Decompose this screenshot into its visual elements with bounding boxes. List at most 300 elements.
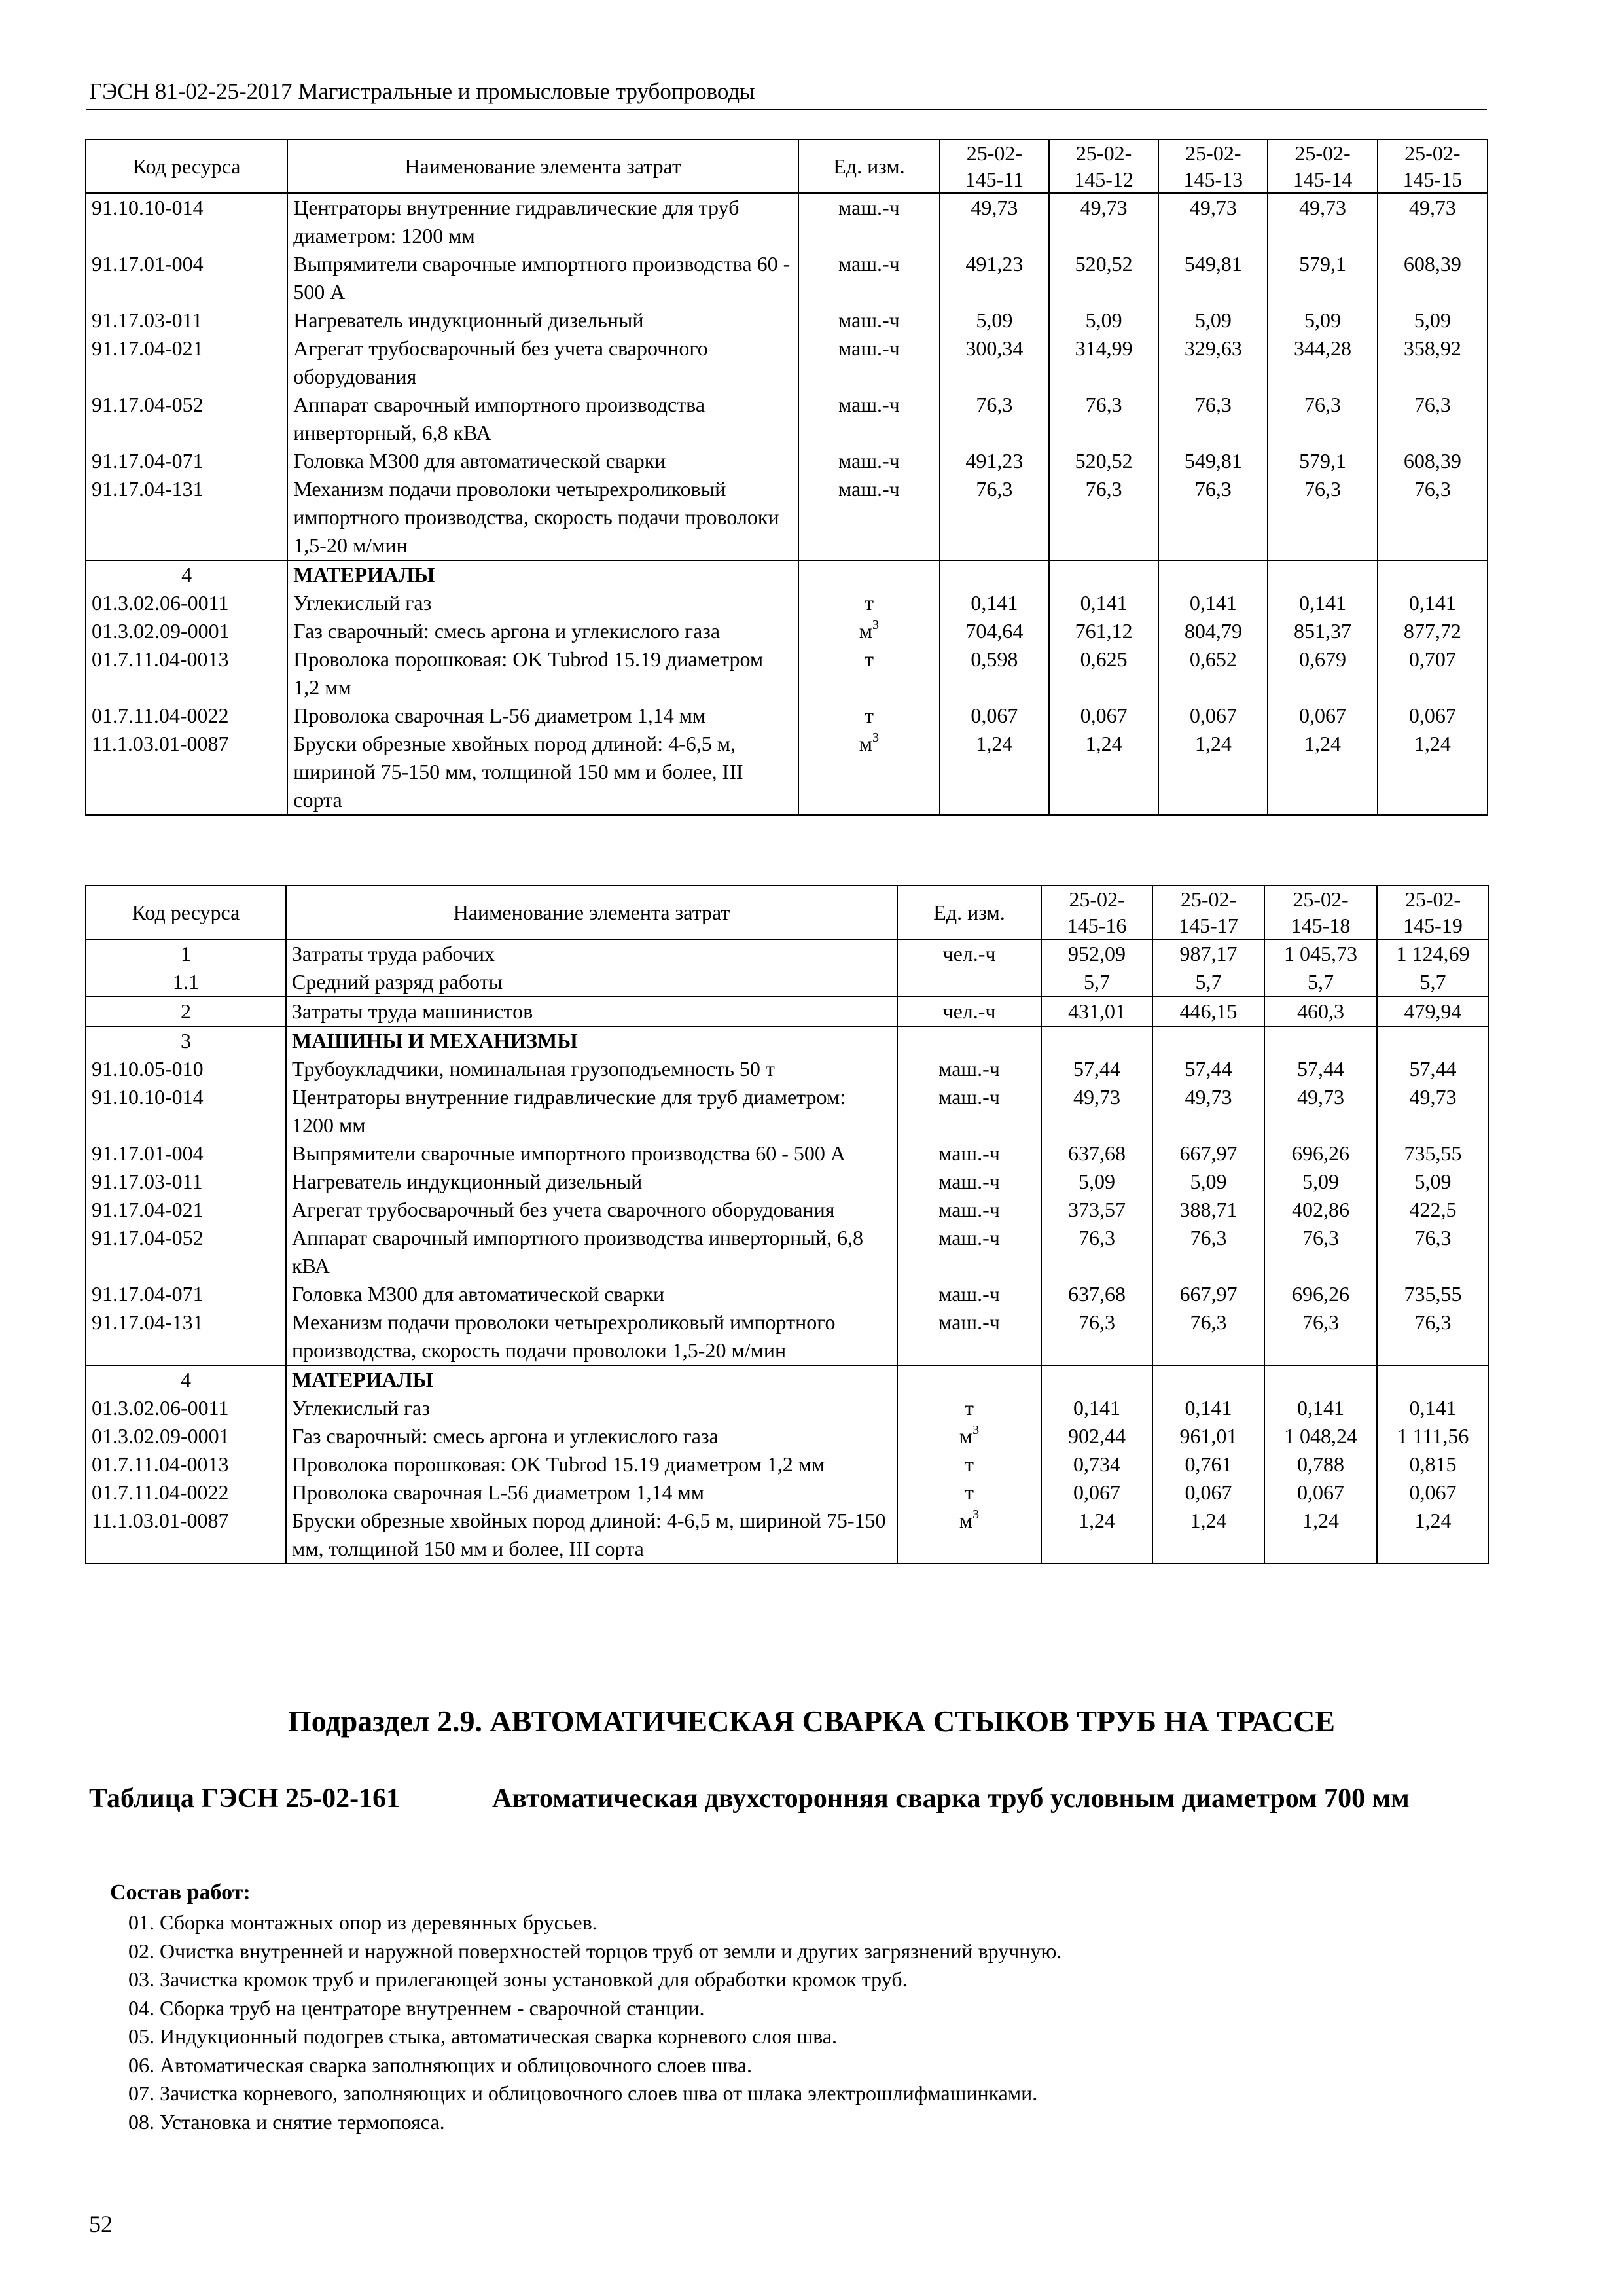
col-header-code-number: 25-02- 145-14 (1268, 139, 1377, 193)
resource-unit (798, 645, 940, 702)
table-row (86, 939, 1489, 968)
resource-code: 3 (86, 1026, 286, 1055)
resource-value: 0,625 (1049, 645, 1158, 702)
resource-code: 91.17.04-052 (86, 1224, 286, 1280)
resource-unit (798, 334, 940, 391)
resource-code: 91.17.04-021 (86, 1196, 286, 1224)
unit-label: маш.-ч (938, 1310, 1000, 1334)
resource-value: 1 045,73 (1264, 939, 1377, 968)
resource-value: 1,24 (1049, 730, 1158, 815)
resource-value: 608,39 (1378, 250, 1488, 306)
resource-name: Проволока сварочная L-56 диаметром 1,14 мм (286, 1479, 897, 1507)
col-header-code: Код ресурса (86, 139, 287, 193)
resource-name: Аппарат сварочный импортного производства инверторный, 6,8 кВА (287, 391, 798, 447)
resource-code: 11.1.03.01-0087 (86, 730, 287, 815)
resource-value: 76,3 (1041, 1308, 1152, 1365)
unit-label: маш.-ч (938, 1226, 1000, 1249)
resource-value: 608,39 (1378, 447, 1488, 475)
resource-name: Аппарат сварочный импортного производства инверторный, 6,8 кВА (286, 1224, 897, 1280)
table-row (86, 1394, 1489, 1422)
resource-value: 0,598 (940, 645, 1049, 702)
unit-label: маш.-ч (938, 1085, 1000, 1109)
resource-value: 76,3 (1268, 475, 1377, 560)
resource-code: 91.10.10-014 (86, 193, 287, 250)
unit-label: маш.-ч (838, 449, 900, 473)
resource-value: 0,707 (1378, 645, 1488, 702)
resource-unit (798, 730, 940, 815)
resource-value: 491,23 (940, 447, 1049, 475)
resource-name: Средний разряд работы (286, 968, 897, 997)
resource-value: 314,99 (1049, 334, 1158, 391)
resource-code: 01.7.11.04-0022 (86, 1479, 286, 1507)
unit-label: маш.-ч (938, 1282, 1000, 1306)
resource-name: Выпрямители сварочные импортного производства 60 - 500 А (286, 1139, 897, 1168)
resource-code: 91.17.04-052 (86, 391, 287, 447)
resource-value: 5,7 (1264, 968, 1377, 997)
resource-value: 1 111,56 (1377, 1422, 1489, 1450)
resource-name: Механизм подачи проволоки четырехроликовый импортного производства, скорость подачи проволоки 1,5-20 м/мин (286, 1308, 897, 1365)
resource-code: 91.17.01-004 (86, 250, 287, 306)
table-row (86, 193, 1488, 250)
resource-unit (897, 968, 1041, 997)
col-header-code: Код ресурса (86, 886, 286, 939)
table-row (86, 730, 1488, 815)
unit-label: маш.-ч (838, 336, 900, 360)
resource-value (940, 560, 1049, 589)
resource-value: 667,97 (1152, 1280, 1264, 1308)
resource-value: 446,15 (1152, 997, 1264, 1026)
unit-superscript: 3 (872, 730, 880, 745)
work-item: 06. Автоматическая сварка заполняющих и облицовочного слоев шва. (128, 2053, 752, 2077)
resource-value: 761,12 (1049, 617, 1158, 645)
work-composition-list (128, 1909, 1061, 2136)
table-header-row (86, 139, 1488, 193)
resource-value: 76,3 (1264, 1224, 1377, 1280)
resource-value: 1 048,24 (1264, 1422, 1377, 1450)
resource-value: 0,788 (1264, 1450, 1377, 1479)
resource-value: 49,73 (1041, 1083, 1152, 1139)
resource-value: 329,63 (1158, 334, 1268, 391)
resource-value: 388,71 (1152, 1196, 1264, 1224)
col-header-name: Наименование элемента затрат (286, 886, 897, 939)
resource-name: Затраты труда машинистов (286, 997, 897, 1026)
col-header-unit: Ед. изм. (897, 886, 1041, 939)
resource-unit (897, 997, 1041, 1026)
resource-value: 76,3 (1264, 1308, 1377, 1365)
table-row (86, 1450, 1489, 1479)
resource-value: 5,09 (1268, 306, 1377, 334)
unit-superscript: 3 (872, 618, 880, 632)
resource-value: 76,3 (940, 391, 1049, 447)
resource-unit (897, 1365, 1041, 1394)
resource-value: 5,09 (1152, 1168, 1264, 1196)
resource-value: 0,067 (1049, 702, 1158, 730)
resource-value: 5,09 (1377, 1168, 1489, 1196)
resource-name: Проволока сварочная L-56 диаметром 1,14 мм (287, 702, 798, 730)
resource-value: 76,3 (1378, 475, 1488, 560)
resource-value: 0,067 (940, 702, 1049, 730)
resource-value: 344,28 (1268, 334, 1377, 391)
resource-value: 637,68 (1041, 1280, 1152, 1308)
resource-value (1377, 1026, 1489, 1055)
resource-value: 49,73 (1264, 1083, 1377, 1139)
resource-value: 5,7 (1041, 968, 1152, 997)
unit-label: маш.-ч (938, 1141, 1000, 1165)
resource-name: Проволока порошковая: OK Tubrod 15.19 диаметром 1,2 мм (286, 1450, 897, 1479)
resource-value (1268, 560, 1377, 589)
resource-name: Механизм подачи проволоки четырехроликовый импортного производства, скорость подачи проволоки 1,5-20 м/мин (287, 475, 798, 560)
resource-value: 902,44 (1041, 1422, 1152, 1450)
resource-code: 91.17.04-021 (86, 334, 287, 391)
unit-label: маш.-ч (838, 196, 900, 219)
resource-name: Выпрямители сварочные импортного производства 60 - 500 А (287, 250, 798, 306)
resource-unit (897, 1308, 1041, 1365)
resource-code: 01.3.02.06-0011 (86, 1394, 286, 1422)
resource-code: 01.7.11.04-0013 (86, 1450, 286, 1479)
resource-value: 1 124,69 (1377, 939, 1489, 968)
resource-value: 0,652 (1158, 645, 1268, 702)
resource-code: 91.17.04-071 (86, 1280, 286, 1308)
table-row (86, 334, 1488, 391)
resource-value: 0,141 (1377, 1394, 1489, 1422)
table-row (86, 1055, 1489, 1083)
resource-value: 0,141 (1264, 1394, 1377, 1422)
table-row (86, 1422, 1489, 1450)
resource-value: 57,44 (1152, 1055, 1264, 1083)
resource-value: 1,24 (1041, 1507, 1152, 1564)
resource-unit (798, 306, 940, 334)
resource-unit (897, 1083, 1041, 1139)
resource-value: 5,09 (1158, 306, 1268, 334)
resource-value: 402,86 (1264, 1196, 1377, 1224)
resource-unit (897, 1055, 1041, 1083)
resource-value: 851,37 (1268, 617, 1377, 645)
resource-value: 579,1 (1268, 447, 1377, 475)
work-composition-title: Состав работ: (110, 1880, 251, 1905)
table-row (86, 1026, 1489, 1055)
resource-code: 91.17.03-011 (86, 306, 287, 334)
resource-value: 696,26 (1264, 1280, 1377, 1308)
resource-value (1049, 560, 1158, 589)
resource-name: Центраторы внутренние гидравлические для труб диаметром: 1200 мм (286, 1083, 897, 1139)
resource-value: 76,3 (1378, 391, 1488, 447)
resource-value: 0,067 (1041, 1479, 1152, 1507)
resource-name: Центраторы внутренние гидравлические для труб диаметром: 1200 мм (287, 193, 798, 250)
col-header-code-number: 25-02- 145-16 (1041, 886, 1152, 939)
resource-name: Нагреватель индукционный дизельный (287, 306, 798, 334)
table-row (86, 1224, 1489, 1280)
resource-value: 5,09 (1041, 1168, 1152, 1196)
unit-label: т (864, 704, 874, 727)
unit-label: м (959, 1424, 973, 1448)
unit-label: маш.-ч (938, 1057, 1000, 1081)
resource-value: 0,067 (1264, 1479, 1377, 1507)
table-row (86, 1479, 1489, 1507)
resource-value (1158, 560, 1268, 589)
resource-value: 49,73 (1377, 1083, 1489, 1139)
resource-unit (897, 1168, 1041, 1196)
unit-superscript: 3 (972, 1423, 980, 1437)
resource-value: 1,24 (940, 730, 1049, 815)
resource-unit (897, 1507, 1041, 1564)
resource-code: 91.17.04-131 (86, 1308, 286, 1365)
resource-name: Газ сварочный: смесь аргона и углекислого газа (287, 617, 798, 645)
resource-code: 11.1.03.01-0087 (86, 1507, 286, 1564)
resource-value: 637,68 (1041, 1139, 1152, 1168)
resource-value: 49,73 (940, 193, 1049, 250)
resource-name: Газ сварочный: смесь аргона и углекислого газа (286, 1422, 897, 1450)
header-rule (86, 109, 1487, 110)
work-item: 01. Сборка монтажных опор из деревянных брусьев. (128, 1910, 597, 1934)
resource-value (1041, 1365, 1152, 1394)
resource-code: 4 (86, 560, 287, 589)
resource-unit (798, 617, 940, 645)
resource-code: 2 (86, 997, 286, 1026)
resource-value: 735,55 (1377, 1280, 1489, 1308)
resource-value: 76,3 (1152, 1308, 1264, 1365)
resource-value (1152, 1026, 1264, 1055)
work-item: 04. Сборка труб на центраторе внутреннем - сварочной станции. (128, 1996, 705, 2020)
table-row (86, 447, 1488, 475)
resource-code: 91.17.03-011 (86, 1168, 286, 1196)
table-row (86, 1280, 1489, 1308)
resource-value: 479,94 (1377, 997, 1489, 1026)
resource-name: МАШИНЫ И МЕХАНИЗМЫ (286, 1026, 897, 1055)
resource-value: 549,81 (1158, 250, 1268, 306)
resource-value: 373,57 (1041, 1196, 1152, 1224)
resource-value: 76,3 (940, 475, 1049, 560)
resource-code: 91.17.01-004 (86, 1139, 286, 1168)
table-row (86, 250, 1488, 306)
resource-name: Головка M300 для автоматической сварки (287, 447, 798, 475)
table-header-row (86, 886, 1489, 939)
resource-code: 91.17.04-071 (86, 447, 287, 475)
table-row (86, 645, 1488, 702)
unit-label: т (864, 591, 874, 615)
table-row (86, 702, 1488, 730)
resource-value: 549,81 (1158, 447, 1268, 475)
unit-label: т (864, 647, 874, 671)
table-row (86, 1365, 1489, 1394)
resource-value: 76,3 (1268, 391, 1377, 447)
unit-label: т (965, 1396, 974, 1420)
resource-value: 1,24 (1378, 730, 1488, 815)
resource-value: 696,26 (1264, 1139, 1377, 1168)
col-header-code-number: 25-02- 145-18 (1264, 886, 1377, 939)
resource-value: 300,34 (940, 334, 1049, 391)
resource-value: 1,24 (1152, 1507, 1264, 1564)
resource-value: 877,72 (1378, 617, 1488, 645)
resource-name: Бруски обрезные хвойных пород длиной: 4-6,5 м, шириной 75-150 мм, толщиной 150 мм и более, III сорта (286, 1507, 897, 1564)
work-item: 03. Зачистка кромок труб и прилегающей зоны установкой для обработки кромок труб. (128, 1967, 908, 1991)
unit-label: чел.-ч (942, 942, 996, 965)
resource-value: 76,3 (1377, 1224, 1489, 1280)
table-row (86, 560, 1488, 589)
resource-value: 49,73 (1268, 193, 1377, 250)
resource-name: Головка M300 для автоматической сварки (286, 1280, 897, 1308)
resource-value: 422,5 (1377, 1196, 1489, 1224)
resource-value: 76,3 (1158, 475, 1268, 560)
resource-name: Затраты труда рабочих (286, 939, 897, 968)
resource-value: 76,3 (1158, 391, 1268, 447)
resource-name: Нагреватель индукционный дизельный (286, 1168, 897, 1196)
resource-table-145-16-19 (85, 885, 1489, 1564)
resource-value: 579,1 (1268, 250, 1377, 306)
table-row (86, 306, 1488, 334)
table-description: Автоматическая двухсторонняя сварка труб условным диаметром 700 мм (492, 1784, 1410, 1814)
col-header-code-number: 25-02- 145-11 (940, 139, 1049, 193)
resource-name: Углекислый газ (286, 1394, 897, 1422)
resource-name: Трубоукладчики, номинальная грузоподъемность 50 т (286, 1055, 897, 1083)
unit-label: т (965, 1452, 974, 1476)
resource-value: 460,3 (1264, 997, 1377, 1026)
work-item: 07. Зачистка корневого, заполняющих и облицовочного слоев шва от шлака электрошлифмашинками. (128, 2081, 1038, 2105)
resource-unit (897, 1280, 1041, 1308)
unit-label: маш.-ч (938, 1170, 1000, 1193)
unit-label: маш.-ч (838, 308, 900, 332)
col-header-name: Наименование элемента затрат (287, 139, 798, 193)
resource-value: 0,141 (940, 589, 1049, 617)
resource-value: 704,64 (940, 617, 1049, 645)
resource-name: Бруски обрезные хвойных пород длиной: 4-6,5 м, шириной 75-150 мм, толщиной 150 мм и более, III сорта (287, 730, 798, 815)
resource-value: 987,17 (1152, 939, 1264, 968)
resource-code: 01.3.02.09-0001 (86, 617, 287, 645)
resource-value (1041, 1026, 1152, 1055)
resource-value: 76,3 (1152, 1224, 1264, 1280)
col-header-code-number: 25-02- 145-17 (1152, 886, 1264, 939)
col-header-code-number: 25-02- 145-13 (1158, 139, 1268, 193)
table-row (86, 1168, 1489, 1196)
resource-unit (897, 1026, 1041, 1055)
resource-unit (798, 447, 940, 475)
unit-label: маш.-ч (838, 477, 900, 501)
table-row (86, 1196, 1489, 1224)
resource-unit (897, 1196, 1041, 1224)
table-row (86, 589, 1488, 617)
resource-value: 76,3 (1049, 391, 1158, 447)
table-row (86, 475, 1488, 560)
work-item: 08. Установка и снятие термопояса. (128, 2109, 445, 2134)
resource-code: 91.10.10-014 (86, 1083, 286, 1139)
resource-unit (798, 589, 940, 617)
resource-value: 0,067 (1268, 702, 1377, 730)
unit-label: маш.-ч (838, 393, 900, 416)
table-row (86, 1507, 1489, 1564)
resource-value: 0,067 (1158, 702, 1268, 730)
col-header-code-number: 25-02- 145-19 (1377, 886, 1489, 939)
resource-code: 1 (86, 939, 286, 968)
resource-value: 57,44 (1041, 1055, 1152, 1083)
resource-code: 4 (86, 1365, 286, 1394)
resource-name: Проволока порошковая: OK Tubrod 15.19 диаметром 1,2 мм (287, 645, 798, 702)
table-row (86, 968, 1489, 997)
unit-label: т (965, 1480, 974, 1504)
resource-unit (897, 1394, 1041, 1422)
resource-value: 0,141 (1378, 589, 1488, 617)
resource-value: 0,141 (1158, 589, 1268, 617)
subsection-title: Подраздел 2.9. АВТОМАТИЧЕСКАЯ СВАРКА СТЫКОВ ТРУБ НА ТРАССЕ (287, 1704, 1335, 1738)
resource-code: 1.1 (86, 968, 286, 997)
resource-name: МАТЕРИАЛЫ (287, 560, 798, 589)
resource-value: 0,067 (1377, 1479, 1489, 1507)
table-row (86, 1083, 1489, 1139)
resource-value: 5,7 (1152, 968, 1264, 997)
resource-name: Углекислый газ (287, 589, 798, 617)
unit-label: маш.-ч (938, 1198, 1000, 1221)
resource-value (1377, 1365, 1489, 1394)
page-number: 52 (89, 2211, 113, 2237)
resource-value: 49,73 (1152, 1083, 1264, 1139)
resource-value: 1,24 (1158, 730, 1268, 815)
resource-value: 667,97 (1152, 1139, 1264, 1168)
col-header-unit: Ед. изм. (798, 139, 940, 193)
resource-value: 0,679 (1268, 645, 1377, 702)
resource-value: 491,23 (940, 250, 1049, 306)
col-header-code-number: 25-02- 145-12 (1049, 139, 1158, 193)
resource-value: 76,3 (1049, 475, 1158, 560)
resource-value: 0,734 (1041, 1450, 1152, 1479)
resource-value: 5,7 (1377, 968, 1489, 997)
resource-table-145-11-15 (85, 139, 1488, 816)
unit-superscript: 3 (972, 1507, 980, 1522)
resource-code: 01.7.11.04-0022 (86, 702, 287, 730)
resource-value (1378, 560, 1488, 589)
work-item: 02. Очистка внутренней и наружной поверхностей торцов труб от земли и других загрязнений вручную. (128, 1939, 1062, 1963)
resource-code: 01.7.11.04-0013 (86, 645, 287, 702)
resource-value: 735,55 (1377, 1139, 1489, 1168)
resource-code: 01.3.02.06-0011 (86, 589, 287, 617)
resource-value (1152, 1365, 1264, 1394)
unit-label: чел.-ч (942, 999, 996, 1023)
resource-value: 0,141 (1268, 589, 1377, 617)
resource-value: 0,761 (1152, 1450, 1264, 1479)
resource-name: Агрегат трубосварочный без учета сварочного оборудования (286, 1196, 897, 1224)
resource-value: 804,79 (1158, 617, 1268, 645)
resource-value: 431,01 (1041, 997, 1152, 1026)
unit-label: м (859, 619, 873, 643)
resource-value: 0,141 (1041, 1394, 1152, 1422)
resource-unit (798, 250, 940, 306)
resource-unit (897, 939, 1041, 968)
table-label: Таблица ГЭСН 25-02-161 (89, 1784, 401, 1814)
resource-unit (897, 1139, 1041, 1168)
resource-value: 0,141 (1049, 589, 1158, 617)
resource-value: 5,09 (1049, 306, 1158, 334)
resource-value: 952,09 (1041, 939, 1152, 968)
resource-value: 1,24 (1268, 730, 1377, 815)
resource-value: 961,01 (1152, 1422, 1264, 1450)
resource-unit (897, 1224, 1041, 1280)
table-row (86, 391, 1488, 447)
table-row (86, 1139, 1489, 1168)
unit-label: м (959, 1509, 973, 1532)
resource-value: 57,44 (1377, 1055, 1489, 1083)
table-row (86, 617, 1488, 645)
resource-value: 49,73 (1158, 193, 1268, 250)
resource-value: 0,067 (1152, 1479, 1264, 1507)
resource-value: 49,73 (1378, 193, 1488, 250)
document-header: ГЭСН 81-02-25-2017 Магистральные и промысловые трубопроводы (89, 79, 755, 104)
resource-value (1264, 1026, 1377, 1055)
resource-unit (798, 702, 940, 730)
resource-unit (897, 1422, 1041, 1450)
resource-value: 5,09 (1264, 1168, 1377, 1196)
resource-unit (897, 1479, 1041, 1507)
resource-value: 5,09 (940, 306, 1049, 334)
resource-unit (798, 391, 940, 447)
resource-value: 520,52 (1049, 447, 1158, 475)
resource-unit (798, 193, 940, 250)
